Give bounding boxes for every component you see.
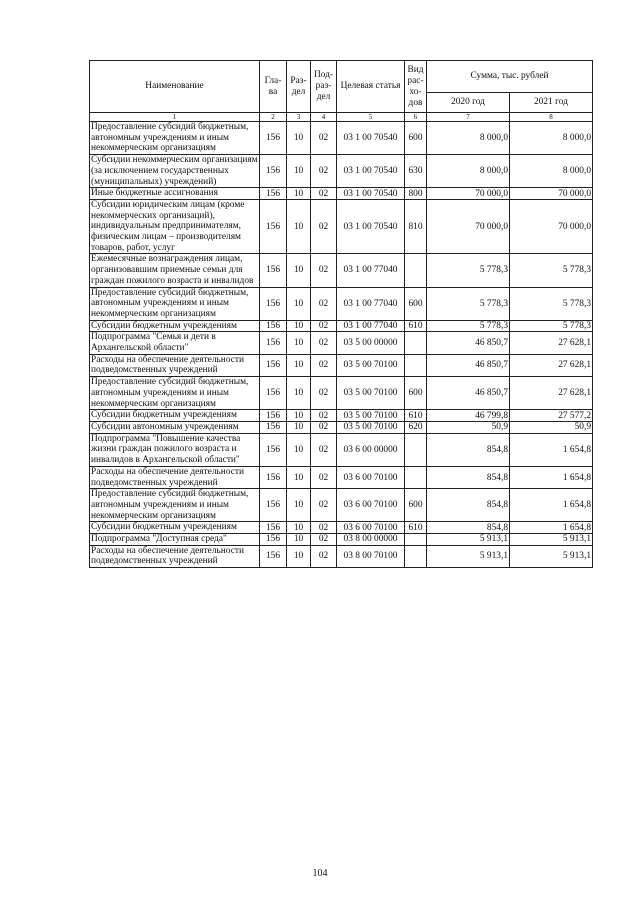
row-target: 03 8 00 70100 <box>337 545 405 567</box>
row-vid <box>405 254 427 287</box>
row-glava: 156 <box>260 410 287 422</box>
table-row <box>90 122 593 155</box>
col-number: 4 <box>311 113 337 122</box>
row-target: 03 5 00 70100 <box>337 410 405 422</box>
col-number: 3 <box>287 113 311 122</box>
row-value-2021: 27 628,1 <box>510 332 593 354</box>
row-value-2020: 854,8 <box>427 433 510 466</box>
row-value-2021: 70 000,0 <box>510 188 593 200</box>
row-razdel: 10 <box>287 155 311 188</box>
table-row <box>90 410 593 422</box>
row-value-2020: 5 913,1 <box>427 545 510 567</box>
table-row <box>90 199 593 254</box>
row-value-2021: 5 778,3 <box>510 287 593 320</box>
row-podrazdel: 02 <box>311 122 337 155</box>
row-value-2020: 854,8 <box>427 522 510 534</box>
row-vid <box>405 534 427 546</box>
row-podrazdel: 02 <box>311 534 337 546</box>
row-value-2021: 5 913,1 <box>510 545 593 567</box>
row-value-2021: 1 654,8 <box>510 433 593 466</box>
table-row <box>90 433 593 466</box>
row-value-2020: 50,9 <box>427 421 510 433</box>
row-name: Подпрограмма "Доступная среда" <box>90 534 260 546</box>
row-value-2020: 5 913,1 <box>427 534 510 546</box>
row-vid: 610 <box>405 522 427 534</box>
row-target: 03 5 00 70100 <box>337 354 405 376</box>
row-podrazdel: 02 <box>311 433 337 466</box>
row-name: Расходы на обеспечение деятельности подведомственных учреждений <box>90 545 260 567</box>
row-name: Подпрограмма "Повышение качества жизни граждан пожилого возраста и инвалидов в Архангельской области" <box>90 433 260 466</box>
table-row <box>90 354 593 376</box>
row-name: Субсидии юридическим лицам (кроме некоммерческих организаций), индивидуальным предпринимателям, физическим лицам – производителям товаров, работ, услуг <box>90 199 260 254</box>
row-glava: 156 <box>260 421 287 433</box>
row-name: Подпрограмма "Семья и дети в Архангельской области" <box>90 332 260 354</box>
budget-table <box>89 60 593 568</box>
row-podrazdel: 02 <box>311 489 337 522</box>
col-sum-header: Сумма, тыс. рублей <box>427 61 593 93</box>
row-razdel: 10 <box>287 122 311 155</box>
row-glava: 156 <box>260 522 287 534</box>
row-target: 03 6 00 70100 <box>337 489 405 522</box>
row-razdel: 10 <box>287 188 311 200</box>
table-row <box>90 534 593 546</box>
row-target: 03 5 00 00000 <box>337 332 405 354</box>
row-razdel: 10 <box>287 545 311 567</box>
row-glava: 156 <box>260 534 287 546</box>
row-glava: 156 <box>260 377 287 410</box>
row-name: Субсидии бюджетным учреждениям <box>90 410 260 422</box>
table-row <box>90 320 593 332</box>
row-vid: 620 <box>405 421 427 433</box>
col-name-header: Наименование <box>90 61 260 113</box>
row-value-2021: 27 628,1 <box>510 377 593 410</box>
col-glava-header: Гла-ва <box>260 61 287 113</box>
table-row <box>90 254 593 287</box>
row-value-2021: 27 628,1 <box>510 354 593 376</box>
row-glava: 156 <box>260 287 287 320</box>
row-vid <box>405 433 427 466</box>
row-glava: 156 <box>260 354 287 376</box>
row-razdel: 10 <box>287 421 311 433</box>
row-razdel: 10 <box>287 199 311 254</box>
row-value-2020: 70 000,0 <box>427 199 510 254</box>
table-row <box>90 466 593 488</box>
table-row <box>90 522 593 534</box>
row-glava: 156 <box>260 188 287 200</box>
table-row <box>90 377 593 410</box>
row-target: 03 1 00 77040 <box>337 320 405 332</box>
row-podrazdel: 02 <box>311 320 337 332</box>
table-row <box>90 287 593 320</box>
row-value-2020: 46 799,8 <box>427 410 510 422</box>
row-name: Предоставление субсидий бюджетным, автономным учреждениям и иным некоммерческим организациям <box>90 122 260 155</box>
row-podrazdel: 02 <box>311 377 337 410</box>
table-row <box>90 489 593 522</box>
row-glava: 156 <box>260 199 287 254</box>
table-body <box>90 122 593 568</box>
row-target: 03 6 00 00000 <box>337 433 405 466</box>
row-name: Предоставление субсидий бюджетным, автономным учреждениям и иным некоммерческим организациям <box>90 287 260 320</box>
row-target: 03 6 00 70100 <box>337 466 405 488</box>
row-value-2020: 46 850,7 <box>427 332 510 354</box>
col-number: 7 <box>427 113 510 122</box>
page-number: 104 <box>312 868 328 879</box>
row-value-2020: 854,8 <box>427 489 510 522</box>
row-razdel: 10 <box>287 522 311 534</box>
row-target: 03 1 00 70540 <box>337 188 405 200</box>
row-value-2020: 70 000,0 <box>427 188 510 200</box>
col-number: 5 <box>337 113 405 122</box>
row-target: 03 8 00 00000 <box>337 534 405 546</box>
row-target: 03 1 00 77040 <box>337 287 405 320</box>
row-vid: 810 <box>405 199 427 254</box>
row-value-2020: 5 778,3 <box>427 254 510 287</box>
row-glava: 156 <box>260 489 287 522</box>
row-value-2021: 70 000,0 <box>510 199 593 254</box>
row-razdel: 10 <box>287 287 311 320</box>
row-vid: 800 <box>405 188 427 200</box>
row-name: Субсидии бюджетным учреждениям <box>90 522 260 534</box>
row-podrazdel: 02 <box>311 254 337 287</box>
table-row <box>90 545 593 567</box>
table-row <box>90 155 593 188</box>
row-glava: 156 <box>260 433 287 466</box>
row-value-2021: 50,9 <box>510 421 593 433</box>
col-number: 1 <box>90 113 260 122</box>
row-value-2021: 5 913,1 <box>510 534 593 546</box>
row-podrazdel: 02 <box>311 287 337 320</box>
col-2020-header: 2020 год <box>427 93 510 113</box>
row-vid: 610 <box>405 320 427 332</box>
row-vid: 630 <box>405 155 427 188</box>
table-row <box>90 188 593 200</box>
row-razdel: 10 <box>287 254 311 287</box>
row-value-2021: 8 000,0 <box>510 122 593 155</box>
col-razdel-header: Раз-дел <box>287 61 311 113</box>
col-vid-header: Вид рас-хо-дов <box>405 61 427 113</box>
row-name: Расходы на обеспечение деятельности подведомственных учреждений <box>90 354 260 376</box>
row-podrazdel: 02 <box>311 188 337 200</box>
table-row <box>90 421 593 433</box>
col-podrazdel-header: Под-раз-дел <box>311 61 337 113</box>
row-podrazdel: 02 <box>311 466 337 488</box>
row-razdel: 10 <box>287 466 311 488</box>
row-glava: 156 <box>260 466 287 488</box>
row-podrazdel: 02 <box>311 332 337 354</box>
row-name: Предоставление субсидий бюджетным, автономным учреждениям и иным некоммерческим организациям <box>90 489 260 522</box>
row-razdel: 10 <box>287 433 311 466</box>
row-vid: 600 <box>405 377 427 410</box>
row-podrazdel: 02 <box>311 545 337 567</box>
row-podrazdel: 02 <box>311 410 337 422</box>
row-vid <box>405 466 427 488</box>
row-value-2020: 46 850,7 <box>427 354 510 376</box>
row-vid: 600 <box>405 489 427 522</box>
row-vid <box>405 354 427 376</box>
row-value-2021: 5 778,3 <box>510 254 593 287</box>
table-header <box>90 61 593 122</box>
row-value-2021: 1 654,8 <box>510 522 593 534</box>
row-vid: 600 <box>405 122 427 155</box>
row-razdel: 10 <box>287 377 311 410</box>
row-target: 03 1 00 70540 <box>337 122 405 155</box>
col-target-header: Целевая статья <box>337 61 405 113</box>
row-name: Субсидии автономным учреждениям <box>90 421 260 433</box>
row-name: Предоставление субсидий бюджетным, автономным учреждениям и иным некоммерческим организациям <box>90 377 260 410</box>
row-name: Субсидии некоммерческим организациям (за исключением государственных (муниципальных) учреждений) <box>91 155 258 187</box>
row-podrazdel: 02 <box>311 522 337 534</box>
row-razdel: 10 <box>287 320 311 332</box>
row-value-2021: 8 000,0 <box>510 155 593 188</box>
row-glava: 156 <box>260 320 287 332</box>
row-razdel: 10 <box>287 332 311 354</box>
row-podrazdel: 02 <box>311 199 337 254</box>
row-value-2020: 5 778,3 <box>427 287 510 320</box>
row-value-2021: 5 778,3 <box>510 320 593 332</box>
col-2021-header: 2021 год <box>510 93 593 113</box>
row-vid: 600 <box>405 287 427 320</box>
row-value-2020: 5 778,3 <box>427 320 510 332</box>
row-vid <box>405 332 427 354</box>
row-name: Ежемесячные вознаграждения лицам, организовавшим приемные семьи для граждан пожилого возраста и инвалидов <box>90 254 260 287</box>
row-podrazdel: 02 <box>311 354 337 376</box>
row-razdel: 10 <box>287 354 311 376</box>
row-razdel: 10 <box>287 410 311 422</box>
row-value-2020: 46 850,7 <box>427 377 510 410</box>
row-razdel: 10 <box>287 534 311 546</box>
col-number: 8 <box>510 113 593 122</box>
row-target: 03 5 00 70100 <box>337 377 405 410</box>
row-glava: 156 <box>260 545 287 567</box>
row-glava: 156 <box>260 122 287 155</box>
row-glava: 156 <box>260 332 287 354</box>
row-glava: 156 <box>260 254 287 287</box>
row-target: 03 1 00 77040 <box>337 254 405 287</box>
row-name: Иные бюджетные ассигнования <box>90 188 260 200</box>
row-razdel: 10 <box>287 489 311 522</box>
row-target: 03 6 00 70100 <box>337 522 405 534</box>
row-target: 03 1 00 70540 <box>337 155 405 188</box>
row-value-2021: 1 654,8 <box>510 466 593 488</box>
column-number-row <box>90 113 593 122</box>
row-name: Расходы на обеспечение деятельности подведомственных учреждений <box>90 466 260 488</box>
row-value-2020: 8 000,0 <box>427 155 510 188</box>
row-target: 03 5 00 70100 <box>337 421 405 433</box>
row-value-2021: 27 577,2 <box>510 410 593 422</box>
col-number: 6 <box>405 113 427 122</box>
row-value-2020: 8 000,0 <box>427 122 510 155</box>
row-name: Субсидии бюджетным учреждениям <box>90 320 260 332</box>
row-vid: 610 <box>405 410 427 422</box>
col-number: 2 <box>260 113 287 122</box>
table-row <box>90 332 593 354</box>
row-podrazdel: 02 <box>311 155 337 188</box>
row-glava: 156 <box>260 155 287 188</box>
row-value-2020: 854,8 <box>427 466 510 488</box>
row-target: 03 1 00 70540 <box>337 199 405 254</box>
row-podrazdel: 02 <box>311 421 337 433</box>
row-value-2021: 1 654,8 <box>510 489 593 522</box>
row-vid <box>405 545 427 567</box>
